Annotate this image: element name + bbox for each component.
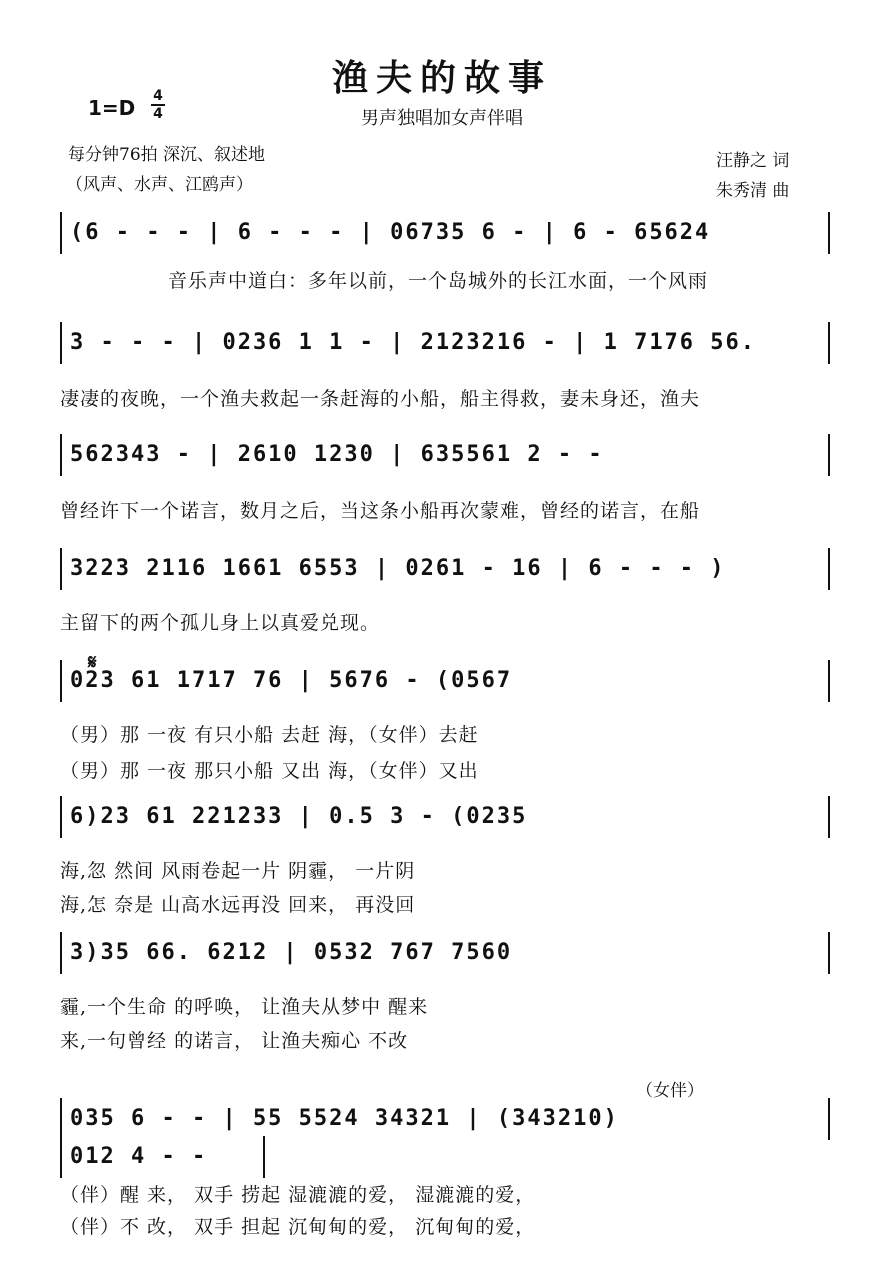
song-title: 渔夫的故事: [331, 57, 552, 99]
notation-line: (6 - - - | 6 - - - | 06735 6 - | 6 - 65624: [60, 212, 830, 254]
notation-line: 3223 2116 1661 6553 | 0261 - 16 | 6 - - - ): [60, 548, 830, 590]
narration-line: 凄凄的夜晚，一个渔夫救起一条赶海的小船，船主得救，妻未身还，渔夫: [60, 388, 701, 410]
lyrics-verse-2: （伴）不 改， 双手 担起 沉甸甸的爱， 沉甸甸的爱，: [60, 1216, 536, 1238]
lyricist-credit: 汪静之 词: [716, 151, 790, 171]
key-signature: 1=D: [88, 96, 136, 120]
sound-effects-note: （风声、水声、江鸥声）: [66, 175, 253, 195]
notation-line-lower: 012 4 - -: [60, 1136, 265, 1178]
song-subtitle: 男声独唱加女声伴唱: [361, 108, 523, 129]
segno-icon: 𝄋: [88, 650, 97, 674]
lyrics-verse-2: 海,怎 奈是 山高水远再没 回来， 再没回: [60, 894, 416, 916]
lyrics-verse-1: 霾,一个生命 的呼唤， 让渔夫从梦中 醒来: [60, 996, 429, 1018]
notation-line: 3 - - - | 0236 1 1 - | 2123216 - | 1 7176 56.: [60, 322, 830, 364]
time-signature-top: 4: [153, 88, 163, 104]
notation-line: 035 6 - - | 55 5524 34321 | (343210): [60, 1098, 830, 1140]
time-signature-bottom: 4: [153, 106, 163, 122]
narration-line: 音乐声中道白：多年以前，一个岛城外的长江水面，一个风雨: [168, 270, 709, 292]
composer-credit: 朱秀清 曲: [716, 181, 790, 201]
notation-line: 562343 - | 2610 1230 | 635561 2 - -: [60, 434, 830, 476]
tempo-marking: 每分钟76拍 深沉、叙述地: [68, 145, 266, 165]
lyrics-verse-2: 来,一句曾经 的诺言， 让渔夫痴心 不改: [60, 1030, 409, 1052]
lyrics-verse-1: 海,忽 然间 风雨卷起一片 阴霾， 一片阴: [60, 860, 416, 882]
female-chorus-label: （女伴）: [636, 1081, 704, 1101]
notation-line: 6)23 61 221233 | 0.5 3 - (0235: [60, 796, 830, 838]
lyrics-verse-1: （伴）醒 来， 双手 捞起 湿漉漉的爱， 湿漉漉的爱，: [60, 1184, 536, 1206]
lyrics-verse-1: （男）那 一夜 有只小船 去赶 海，（女伴）去赶: [60, 724, 479, 746]
notation-line: 3)35 66. 6212 | 0532 767 7560: [60, 932, 830, 974]
lyrics-verse-2: （男）那 一夜 那只小船 又出 海，（女伴）又出: [60, 760, 479, 782]
time-signature: [150, 88, 166, 122]
notation-line: 023 61 1717 76 | 5676 - (0567: [60, 660, 830, 702]
narration-line: 主留下的两个孤儿身上以真爱兑现。: [60, 612, 381, 634]
narration-line: 曾经许下一个诺言，数月之后，当这条小船再次蒙难，曾经的诺言，在船: [60, 500, 701, 522]
